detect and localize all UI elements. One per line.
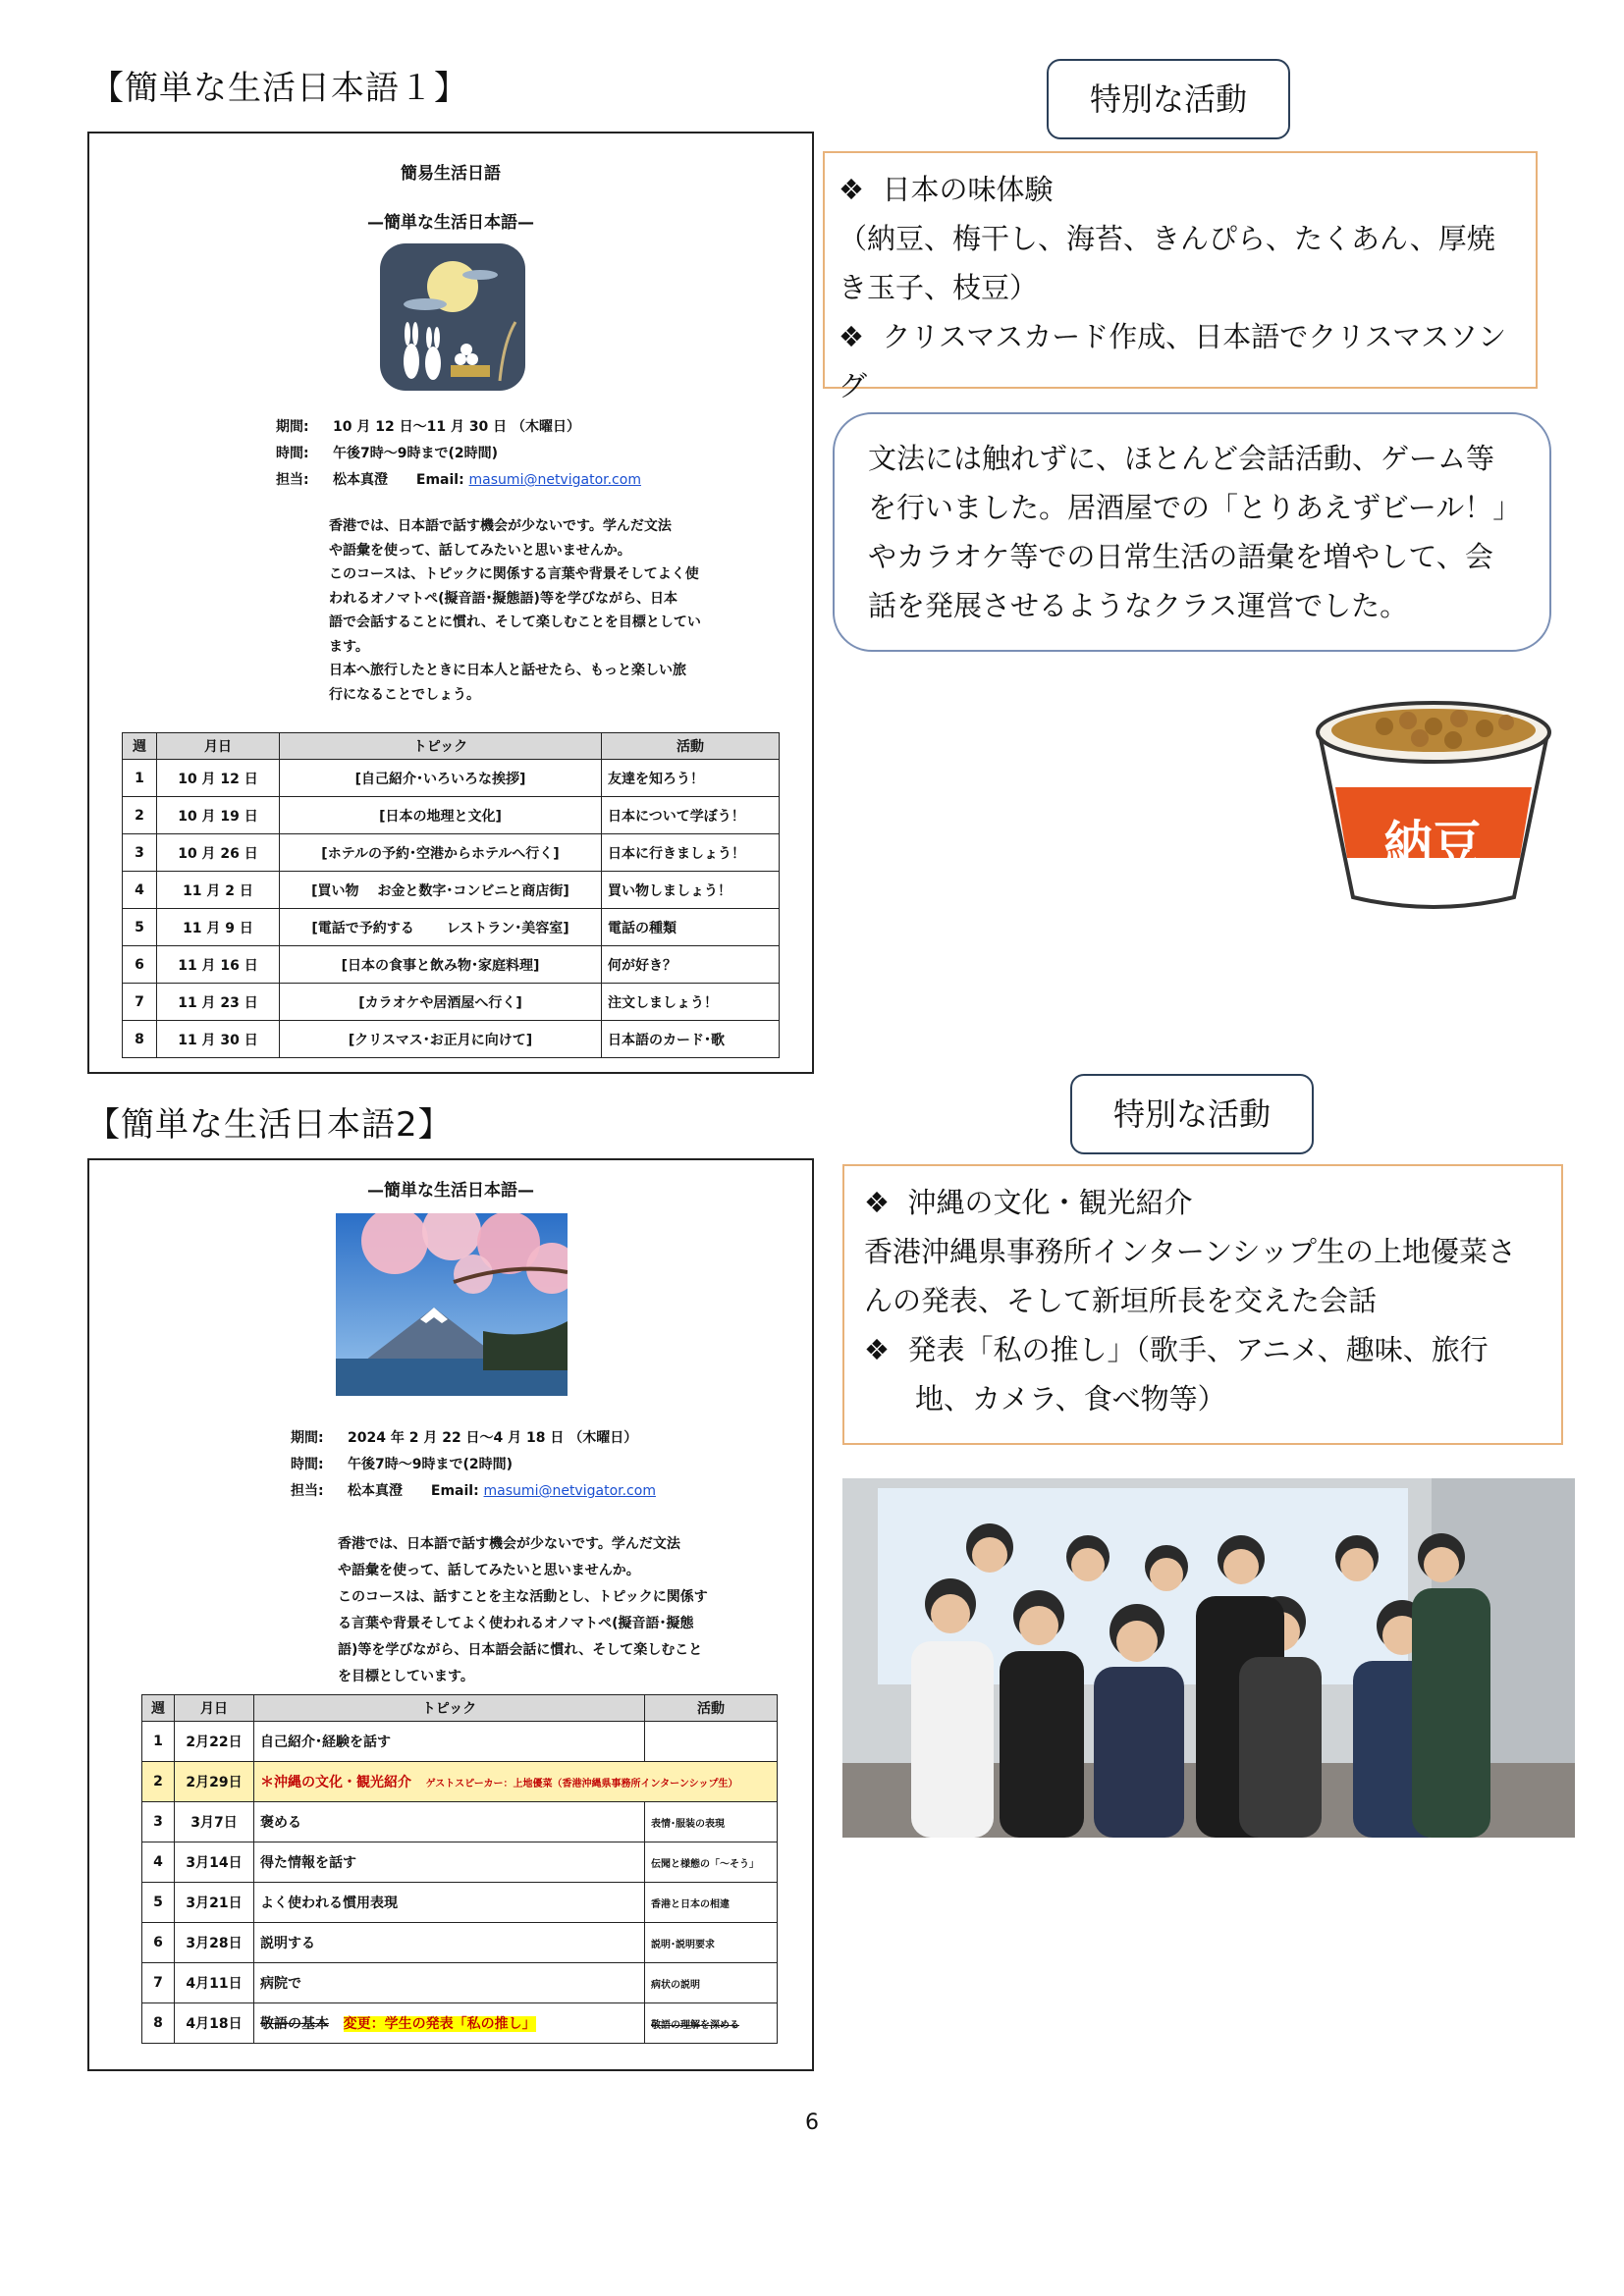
table-header-row: 週 月日 トピック 活動 bbox=[123, 733, 780, 760]
flyer2-description: 香港では、日本語で話す機会が少ないです。学んだ文法 や語彙を使って、話してみたいと思いませんか。 このコースは、話すことを主な活動とし、トピックに関係す る言葉や背景そしてよく使われるオノマトペ(擬音語･擬態 語)等を学びながら、日本語会話に慣れ、そして楽しむこと を目標としています。 bbox=[338, 1536, 708, 1684]
table-row: 6 11 月 16 日 [日本の食事と飲み物･家庭料理] 何が好き？ bbox=[123, 946, 780, 984]
summary-bubble: 文法には触れずに、ほとんど会話活動、ゲーム等を行いました。居酒屋での「とりあえずビール！」やカラオケ等での日常生活の語彙を増やして、会話を発展させるようなクラス運営でした。 bbox=[833, 412, 1551, 652]
change-note: 変更：学生の発表「私の推し」 bbox=[343, 2016, 536, 2032]
okinawa-topic: ＊沖縄の文化・観光紹介 bbox=[260, 1775, 411, 1790]
schedule-table-1 bbox=[122, 732, 780, 1058]
email-link[interactable]: masumi@netvigator.com bbox=[483, 1483, 656, 1499]
diamond-bullet-icon: ❖ bbox=[839, 320, 864, 353]
diamond-bullet-icon: ❖ bbox=[839, 173, 864, 206]
table-row: 4 3月14日 得た情報を話す 伝聞と様態の「～そう」 bbox=[142, 1842, 778, 1883]
activity-detail: （納豆、梅干し、海苔、きんぴら、たくあん、厚焼き玉子、枝豆） bbox=[839, 222, 1495, 304]
course-teacher: 松本真澄 bbox=[348, 1483, 403, 1499]
moon-rabbit-illustration bbox=[380, 243, 525, 391]
table-row: 7 4月11日 病院で 病状の説明 bbox=[142, 1963, 778, 2003]
course-time: 午後7時～9時まで(2時間) bbox=[333, 446, 499, 461]
table-row: 3 10 月 26 日 [ホテルの予約･空港からホテルへ行く] 日本に行きましょう！ bbox=[123, 834, 780, 872]
activity-box-1: ❖ 日本の味体験 （納豆、梅干し、海苔、きんぴら、たくあん、厚焼き玉子、枝豆） ❖ クリスマスカード作成、日本語でクリスマスソング bbox=[823, 151, 1538, 389]
table-row: 4 11 月 2 日 [買い物 お金と数字･コンビニと商店街] 買い物しましょう！ bbox=[123, 872, 780, 909]
activity-box-2: ❖ 沖縄の文化・観光紹介 香港沖縄県事務所インターンシップ生の上地優菜さんの発表、そして新垣所長を交えた会話 ❖ 発表「私の推し」（歌手、アニメ、趣味、旅行地、カメラ、食べ物等） bbox=[842, 1164, 1563, 1445]
special-activity-label-1: 特別な活動 bbox=[1047, 59, 1290, 139]
table-row: 6 3月28日 説明する 説明･説明要求 bbox=[142, 1923, 778, 1963]
section2-heading: 【簡単な生活日本語2】 bbox=[86, 1105, 453, 1145]
guest-speaker-note: ゲストスピーカー：上地優菜（香港沖縄県事務所インターンシップ生） bbox=[425, 1779, 738, 1789]
flyer1-info: 期間: 10 月 12 日～11 月 30 日 （木曜日） 時間: 午後7時～9時まで(2時間) 担当: 松本真澄 Email: masumi@netvigator.com bbox=[276, 419, 641, 488]
diamond-bullet-icon: ❖ bbox=[864, 1333, 890, 1366]
section1-heading: 【簡単な生活日本語１】 bbox=[90, 69, 468, 108]
table-row: 2 2月29日 ＊沖縄の文化・観光紹介 ゲストスピーカー：上地優菜（香港沖縄県事務所インターンシップ生） bbox=[142, 1762, 778, 1802]
flyer2-info: 期間: 2024 年 2 月 22 日～4 月 18 日 （木曜日） 時間: 午後7時～9時まで(2時間) 担当: 松本真澄 Email: masumi@netvigator.com bbox=[291, 1430, 656, 1499]
course1-flyer bbox=[87, 132, 814, 1074]
activity-detail: 香港沖縄県事務所インターンシップ生の上地優菜さんの発表、そして新垣所長を交えた会話 bbox=[864, 1235, 1516, 1317]
course-period: 10 月 12 日～11 月 30 日 （木曜日） bbox=[333, 419, 581, 435]
course-time: 午後7時～9時まで(2時間) bbox=[348, 1457, 514, 1472]
course-period: 2024 年 2 月 22 日～4 月 18 日 （木曜日） bbox=[348, 1430, 638, 1446]
table-row: 8 4月18日 敬語の基本 変更：学生の発表「私の推し」 敬語の理解を深める bbox=[142, 2003, 778, 2044]
flyer-title: 簡易生活日語 bbox=[401, 164, 501, 184]
flyer-subtitle: —簡単な生活日本語— bbox=[367, 1181, 534, 1201]
diamond-bullet-icon: ❖ bbox=[864, 1186, 890, 1219]
special-activity-label-2: 特別な活動 bbox=[1070, 1074, 1314, 1154]
course-teacher: 松本真澄 bbox=[333, 472, 388, 488]
table-row: 7 11 月 23 日 [カラオケや居酒屋へ行く] 注文しましょう！ bbox=[123, 984, 780, 1021]
cancelled-topic: 敬語の基本 bbox=[260, 2016, 329, 2032]
table-row: 1 2月22日 自己紹介･経験を話す bbox=[142, 1722, 778, 1762]
table-row: 5 11 月 9 日 [電話で予約する レストラン･美容室] 電話の種類 bbox=[123, 909, 780, 946]
course2-flyer bbox=[87, 1158, 814, 2071]
email-link[interactable]: masumi@netvigator.com bbox=[468, 472, 641, 488]
flyer-subtitle: —簡単な生活日本語— bbox=[367, 213, 534, 233]
natto-cup-illustration bbox=[1306, 693, 1561, 913]
schedule-table-2 bbox=[141, 1694, 778, 2044]
table-row: 8 11 月 30 日 [クリスマス･お正月に向けて] 日本語のカード･歌 bbox=[123, 1021, 780, 1058]
table-row: 5 3月21日 よく使われる慣用表現 香港と日本の相違 bbox=[142, 1883, 778, 1923]
fuji-cherry-blossom-photo bbox=[336, 1213, 568, 1396]
table-row: 1 10 月 12 日 [自己紹介･いろいろな挨拶] 友達を知ろう！ bbox=[123, 760, 780, 797]
page-number: 6 bbox=[805, 2110, 819, 2135]
table-row: 3 3月7日 褒める 表情･服装の表現 bbox=[142, 1802, 778, 1842]
natto-label: 納豆 bbox=[1383, 816, 1482, 873]
flyer1-description: 香港では、日本語で話す機会が少ないです。学んだ文法 や語彙を使って、話してみたいと思いませんか。 このコースは、トピックに関係する言葉や背景そしてよく使 われるオノマトペ(擬音語･擬態語)等を学びながら、日本 語で会話することに慣れ、そして楽しむことを目標としてい ます。 日本へ旅行したときに日本人と話せたら、もっと楽しい旅 行になることでしょう。 bbox=[329, 518, 701, 703]
table-row: 2 10 月 19 日 [日本の地理と文化] 日本について学ぼう！ bbox=[123, 797, 780, 834]
class-group-photo bbox=[842, 1478, 1575, 1838]
table-header-row: 週 月日 トピック 活動 bbox=[142, 1695, 778, 1722]
